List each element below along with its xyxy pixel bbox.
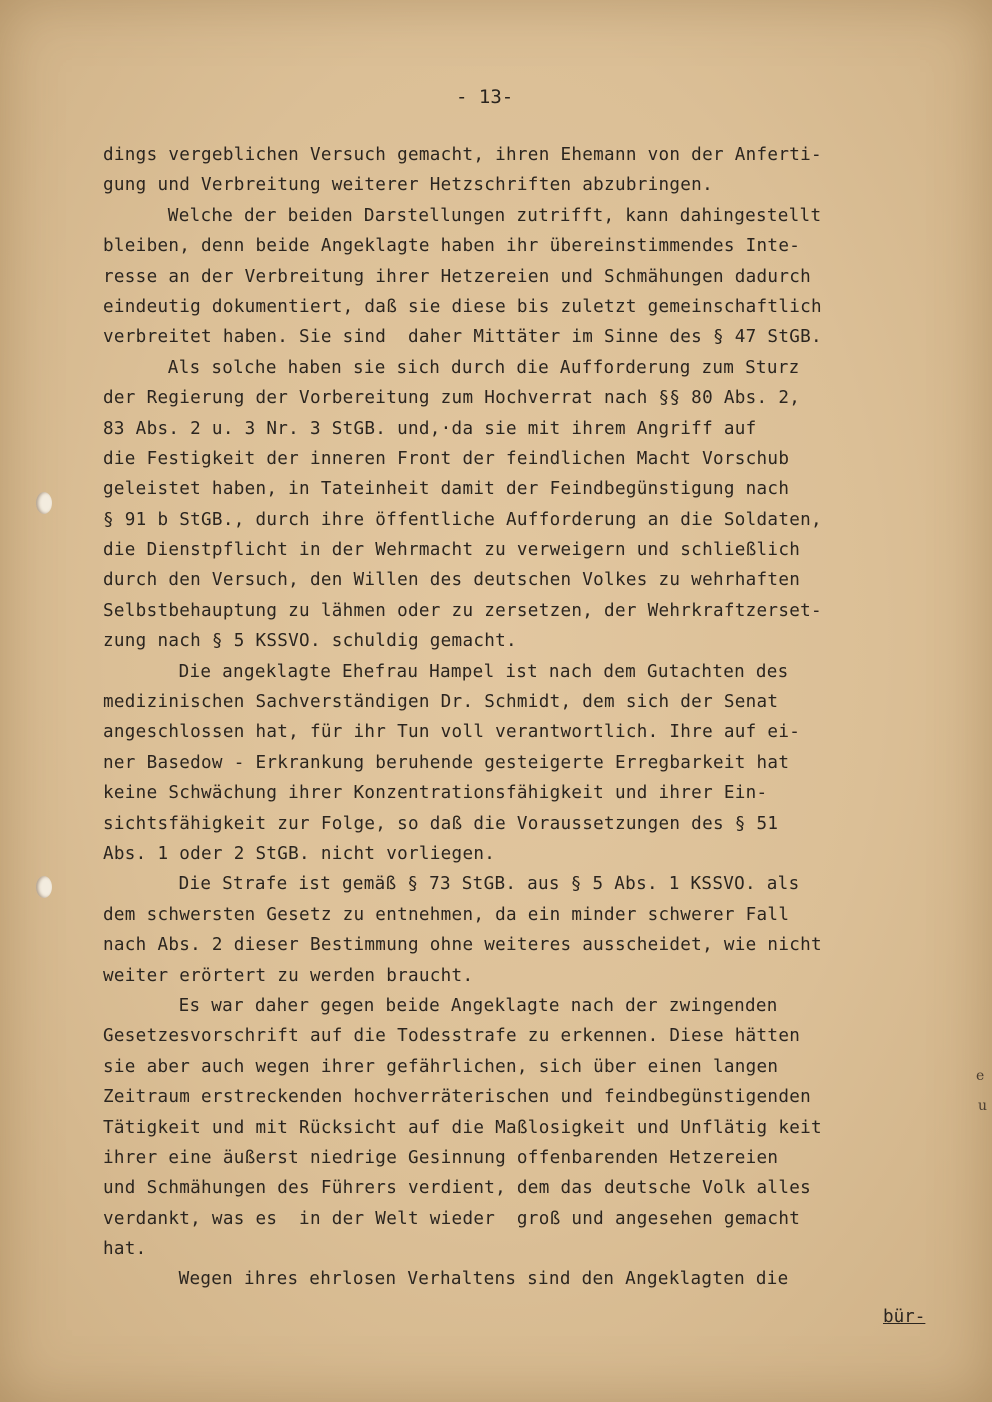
- typed-body-text: [103, 140, 933, 1295]
- text-line: Die Strafe ist gemäß § 73 StGB. aus § 5 Abs. 1 KSSVO. als: [178, 874, 800, 895]
- text-line: Abs. 1 oder 2 StGB. nicht vorliegen.: [103, 843, 496, 864]
- page-number: - 13-: [456, 86, 514, 108]
- text-line: Welche der beiden Darstellungen zutrifft, kann dahingestellt: [167, 205, 822, 226]
- text-line: hat.: [103, 1239, 147, 1260]
- text-line: ihrer eine äußerst niedrige Gesinnung offenbarenden Hetzereien: [103, 1147, 779, 1168]
- text-line: und Schmähungen des Führers verdient, dem das deutsche Volk alles: [103, 1178, 812, 1199]
- text-line: Gesetzesvorschrift auf die Todesstrafe zu erkennen. Diese hätten: [103, 1026, 801, 1047]
- text-line: sichtsfähigkeit zur Folge, so daß die Voraussetzungen des § 51: [103, 813, 779, 834]
- text-line: resse an der Verbreitung ihrer Hetzereien und Schmähungen dadurch: [103, 266, 812, 287]
- text-line: die Festigkeit der inneren Front der feindlichen Macht Vorschub: [103, 448, 790, 469]
- text-line: zung nach § 5 KSSVO. schuldig gemacht.: [103, 631, 517, 652]
- text-line: medizinischen Sachverständigen Dr. Schmidt, dem sich der Senat: [103, 692, 779, 713]
- catchword: bür-: [883, 1307, 926, 1327]
- text-line: dings vergeblichen Versuch gemacht, ihren Ehemann von der Anferti-: [103, 145, 822, 165]
- text-line: weiter erörtert zu werden braucht.: [103, 965, 474, 986]
- text-line: keine Schwächung ihrer Konzentrationsfähigkeit und ihrer Ein-: [103, 783, 768, 804]
- text-line: eindeutig dokumentiert, daß sie diese bis zuletzt gemeinschaftlich: [103, 296, 822, 317]
- punch-hole-upper: [36, 492, 52, 514]
- margin-mark-e: e: [976, 1068, 985, 1084]
- text-line: Die angeklagte Ehefrau Hampel ist nach dem Gutachten des: [178, 661, 789, 682]
- text-line: gung und Verbreitung weiterer Hetzschriften abzubringen.: [103, 175, 713, 196]
- text-line: angeschlossen hat, für ihr Tun voll verantwortlich. Ihre auf ei-: [103, 722, 801, 743]
- margin-mark-u: u: [978, 1098, 988, 1114]
- text-line: nach Abs. 2 dieser Bestimmung ohne weiteres ausscheidet, wie nicht: [103, 935, 822, 956]
- text-line: ner Basedow - Erkrankung beruhende gesteigerte Erregbarkeit hat: [103, 752, 790, 773]
- text-line: Tätigkeit und mit Rücksicht auf die Maßlosigkeit und Unflätig keit: [103, 1117, 822, 1138]
- text-line: § 91 b StGB., durch ihre öffentliche Aufforderung an die Soldaten,: [103, 509, 822, 530]
- text-line: Selbstbehauptung zu lähmen oder zu zersetzen, der Wehrkraftzerset-: [103, 600, 822, 621]
- text-line: Es war daher gegen beide Angeklagte nach der zwingenden: [178, 995, 778, 1016]
- text-line: sie aber auch wegen ihrer gefährlichen, sich über einen langen: [103, 1056, 779, 1077]
- text-line: die Dienstpflicht in der Wehrmacht zu verweigern und schließlich: [103, 540, 801, 561]
- text-line: geleistet haben, in Tateinheit damit der Feindbegünstigung nach: [103, 479, 790, 500]
- text-line: dem schwersten Gesetz zu entnehmen, da ein minder schwerer Fall: [103, 904, 790, 925]
- text-line: Zeitraum erstreckenden hochverräterischen und feindbegünstigenden: [103, 1087, 812, 1108]
- text-line: der Regierung der Vorbereitung zum Hochverrat nach §§ 80 Abs. 2,: [103, 388, 801, 409]
- text-line: verbreitet haben. Sie sind daher Mittäter im Sinne des § 47 StGB.: [103, 327, 822, 348]
- text-line: Als solche haben sie sich durch die Aufforderung zum Sturz: [167, 357, 800, 378]
- text-line: bleiben, denn beide Angeklagte haben ihr übereinstimmendes Inte-: [103, 236, 801, 257]
- text-line: durch den Versuch, den Willen des deutschen Volkes zu wehrhaften: [103, 570, 801, 591]
- text-line: Wegen ihres ehrlosen Verhaltens sind den Angeklagten die: [178, 1269, 789, 1290]
- text-line: verdankt, was es in der Welt wieder groß und angesehen gemacht: [103, 1208, 801, 1229]
- text-line: 83 Abs. 2 u. 3 Nr. 3 StGB. und,·da sie mit ihrem Angriff auf: [103, 418, 757, 439]
- punch-hole-lower: [36, 876, 52, 898]
